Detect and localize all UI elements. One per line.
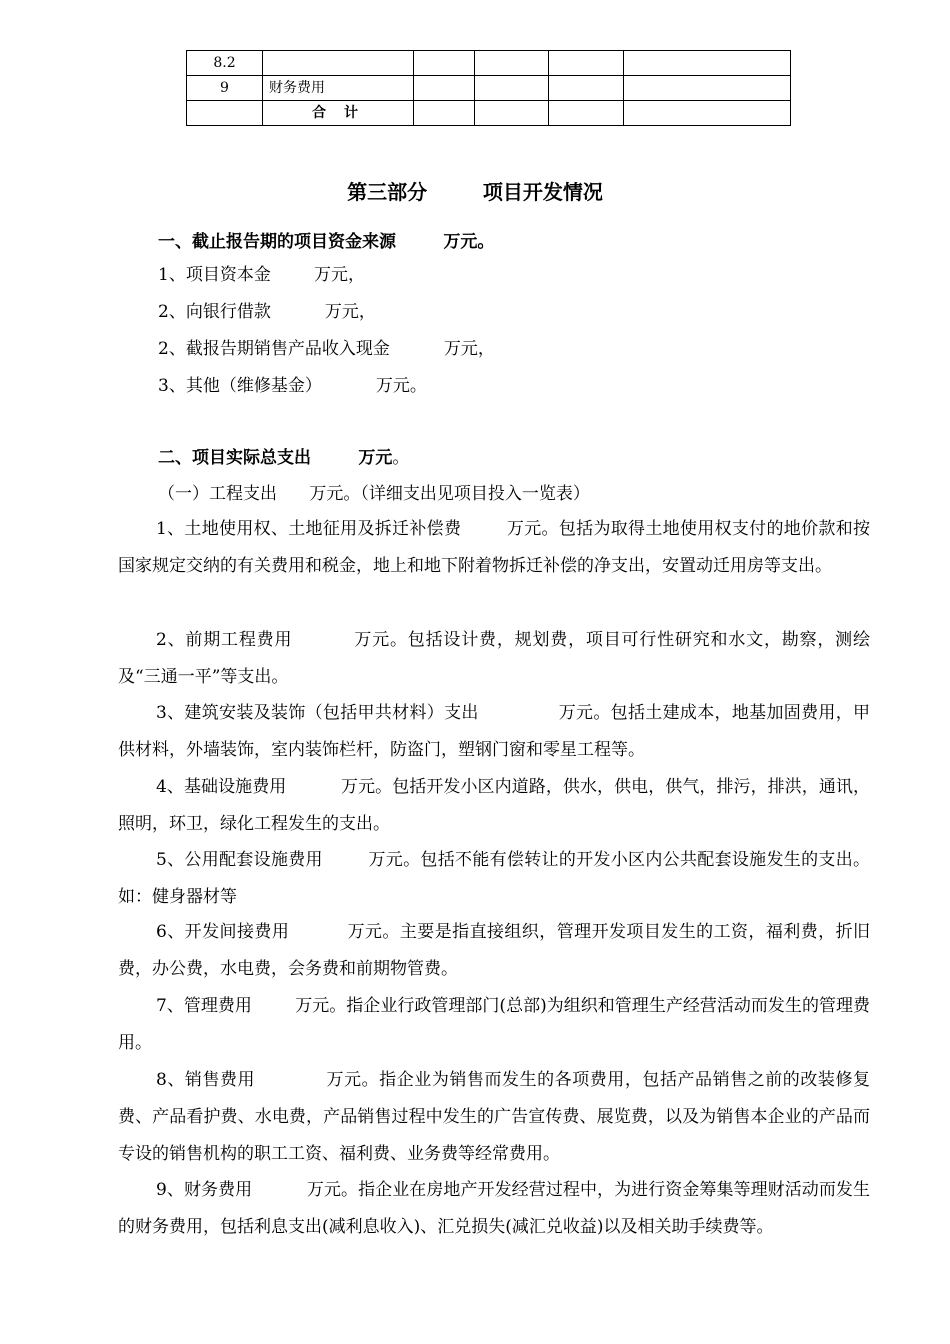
table-row: [187, 76, 791, 101]
expense-paragraph: 7、管理费用 万元。指企业行政管理部门(总部)为组织和管理生产经营活动而发生的管理费用。: [118, 996, 870, 1053]
expense-paragraph: 5、公用配套设施费用 万元。包括不能有偿转让的开发小区内公共配套设施发生的支出。如：健身器材等: [118, 850, 870, 907]
expense-summary-table: [186, 50, 791, 126]
funding-item: 3、其他（维修基金） 万元。: [158, 376, 427, 396]
expense-paragraph: 9、财务费用 万元。指企业在房地产开发经营过程中，为进行资金筹集等理财活动而发生的财务费用，包括利息支出(减利息收入)、汇兑损失(减汇兑收益)以及相关助手续费等。: [118, 1180, 870, 1237]
expense-paragraph: 1、土地使用权、土地征用及拆迁补偿费 万元。包括为取得土地使用权支付的地价款和按国家规定交纳的有关费用和税金，地上和地下附着物拆迁补偿的净支出，安置动迁用房等支出。: [118, 519, 870, 576]
expenditure-heading-tail: 。: [392, 448, 410, 468]
funding-heading: 一、截止报告期的项目资金来源 万元。: [158, 232, 495, 252]
table-row: [187, 101, 791, 126]
row-label: [263, 51, 414, 76]
funding-item: 2、向银行借款 万元，: [158, 302, 376, 322]
row-number: 8.2: [187, 51, 263, 76]
expense-paragraph: 2、前期工程费用 万元。包括设计费，规划费，项目可行性研究和水文，勘察，测绘及“三通一平”等支出。: [118, 630, 870, 687]
expense-paragraph: 4、基础设施费用 万元。包括开发小区内道路，供水，供电，供气，排污，排洪，通讯，照明，环卫，绿化工程发生的支出。: [118, 777, 870, 834]
funding-item: 1、项目资本金 万元，: [158, 265, 366, 285]
row-number: [187, 101, 263, 126]
row-number: 9: [187, 76, 263, 101]
expense-paragraph: 3、建筑安装及装饰（包括甲共材料）支出 万元。包括土建成本，地基加固费用，甲供材料，外墙装饰，室内装饰栏杆，防盗门，塑钢门窗和零星工程等。: [118, 703, 870, 760]
expenditure-heading-line: [158, 446, 409, 470]
section-title: 第三部分 项目开发情况: [347, 180, 603, 204]
expenditure-heading: 二、项目实际总支出 万元: [158, 448, 393, 468]
funding-item: 2、截报告期销售产品收入现金 万元，: [158, 339, 495, 359]
engineering-expense-heading: （一）工程支出 万元。（详细支出见项目投入一览表）: [158, 484, 590, 504]
expense-paragraph: 6、开发间接费用 万元。主要是指直接组织，管理开发项目发生的工资，福利费，折旧费，办公费，水电费，会务费和前期物管费。: [118, 922, 870, 979]
total-label: 合计: [263, 101, 414, 126]
table-row: [187, 51, 791, 76]
expense-paragraph: 8、销售费用 万元。指企业为销售而发生的各项费用，包括产品销售之前的改装修复费、产品看护费、水电费，产品销售过程中发生的广告宣传费、展览费，以及为销售本企业的产品而专设的销售机构的职工工资、福利费、业务费等经常费用。: [118, 1070, 870, 1164]
row-label: 财务费用: [263, 76, 414, 101]
